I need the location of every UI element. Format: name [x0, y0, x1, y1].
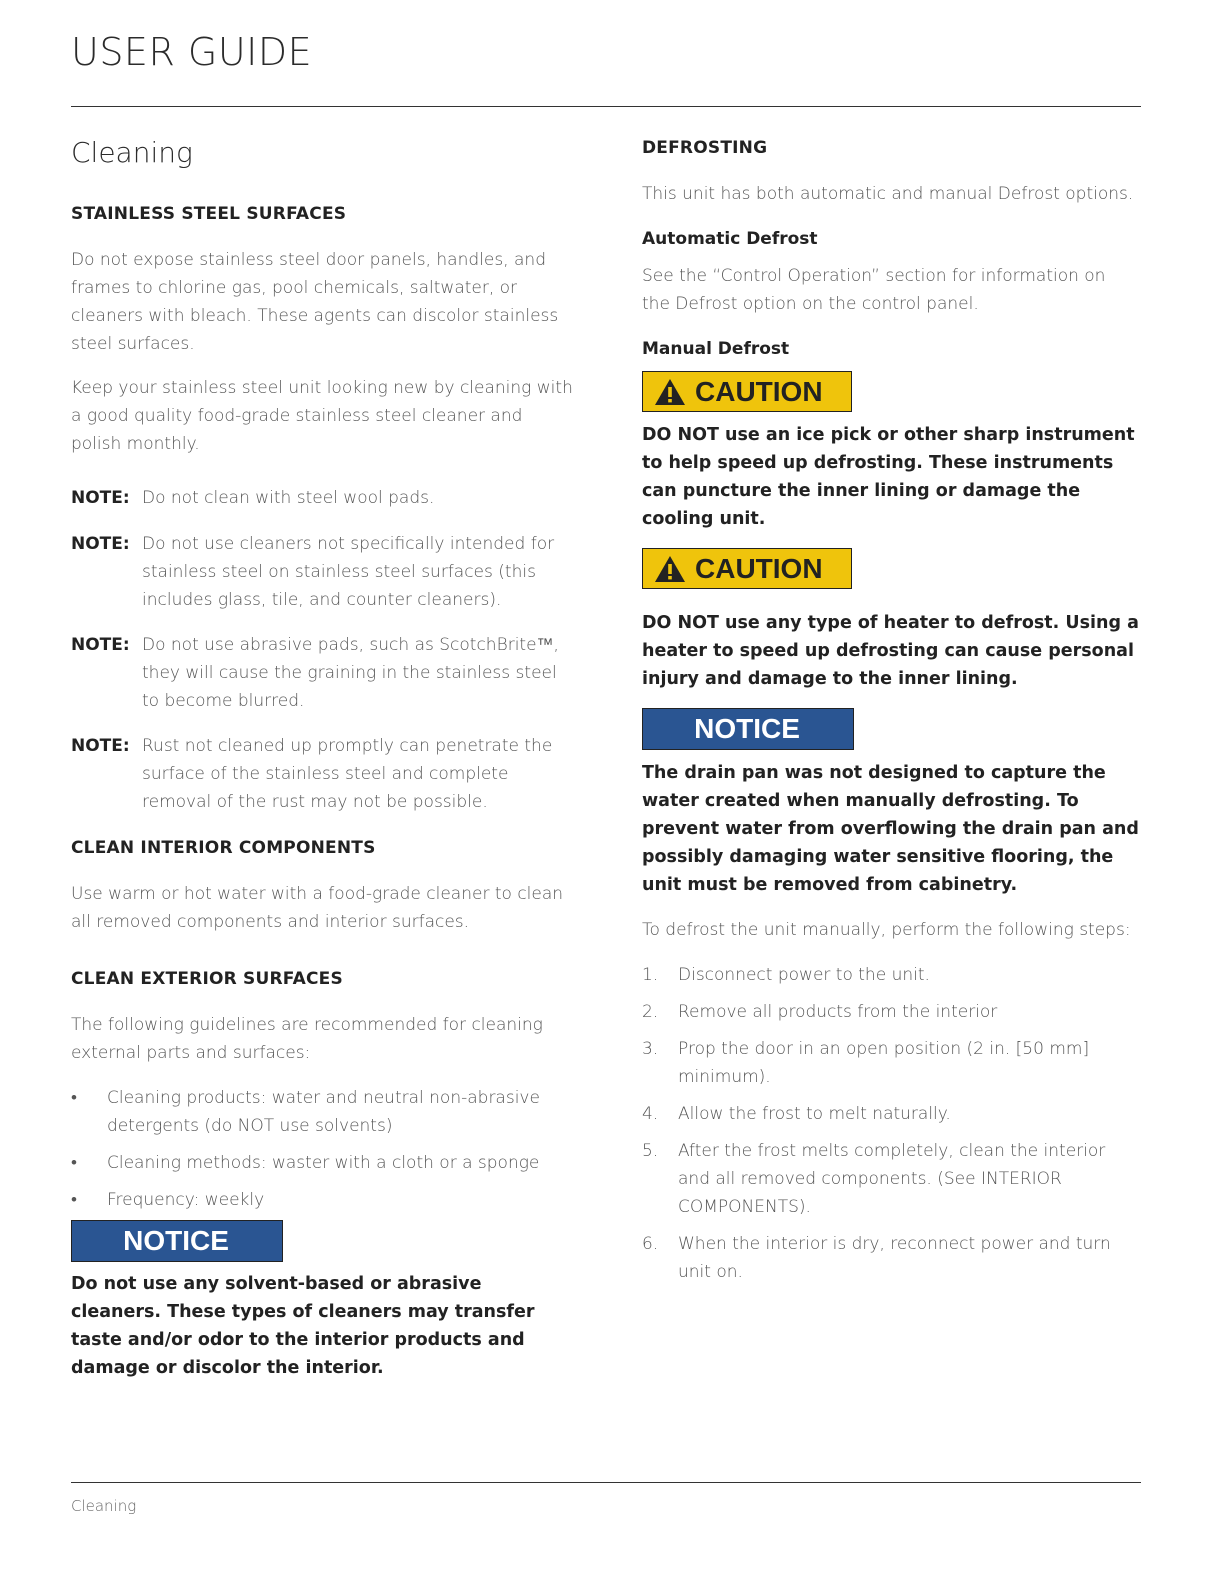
automatic-defrost-text: See the “Control Operation” section for information on the Defrost option on the control panel.	[642, 266, 1106, 314]
section-title: Cleaning	[71, 136, 193, 169]
list-item: • Frequency: weekly	[71, 1190, 265, 1210]
note-text: Rust not cleaned up promptly can penetrate the surface of the stainless steel and complete removal of the rust may not be possible.	[142, 736, 553, 812]
note-text: Do not clean with steel wool pads.	[142, 488, 435, 508]
header-divider	[71, 106, 1141, 107]
list-item: 2. Remove all products from the interior	[642, 1002, 998, 1022]
exterior-guidelines-list	[71, 1084, 576, 1223]
interior-heading: CLEAN INTERIOR COMPONENTS	[71, 838, 376, 858]
list-item: • Cleaning methods: waster with a cloth or a sponge	[71, 1153, 540, 1173]
note-item	[71, 631, 576, 715]
caution-label: CAUTION	[695, 552, 823, 584]
manual-defrost-heading: Manual Defrost	[642, 339, 790, 359]
notice-badge	[71, 1220, 283, 1262]
list-item: 4. Allow the frost to melt naturally.	[642, 1104, 951, 1124]
caution-text: DO NOT use any type of heater to defrost. Using a heater to speed up defrosting can cause personal injury and damage to the inner lining.	[642, 613, 1139, 689]
notice-label: NOTICE	[694, 713, 800, 744]
list-item: 5. After the frost melts completely, clean the interior and all removed components. (See INTERIOR COMPONENTS).	[642, 1141, 1106, 1217]
note-label: NOTE:	[71, 488, 130, 508]
notice-text: The drain pan was not designed to capture the water created when manually defrosting. To prevent water from overflowing the drain pan and possibly damaging water sensitive flooring, the unit must be removed from cabinetry.	[642, 763, 1139, 895]
footer-divider	[71, 1482, 1141, 1483]
warning-triangle-icon	[654, 378, 686, 406]
warning-triangle-icon	[654, 555, 686, 583]
automatic-defrost-heading: Automatic Defrost	[642, 229, 818, 249]
list-item: 3. Prop the door in an open position (2 in. [50 mm] minimum).	[642, 1039, 1090, 1087]
caution-badge	[642, 371, 852, 412]
list-item: • Cleaning products: water and neutral non-abrasive detergents (do NOT use solvents)	[71, 1088, 540, 1136]
note-item	[71, 732, 576, 816]
note-label: NOTE:	[71, 534, 130, 554]
exterior-heading: CLEAN EXTERIOR SURFACES	[71, 969, 343, 989]
note-text: Do not use cleaners not specifically intended for stainless steel on stainless steel surfaces (this includes glass, tile, and counter cleaners).	[142, 534, 555, 610]
caution-badge	[642, 548, 852, 589]
notice-text: Do not use any solvent-based or abrasive cleaners. These types of cleaners may transfer taste and/or odor to the interior products and damage or discolor the interior.	[71, 1274, 535, 1378]
page-header-title: USER GUIDE	[71, 30, 313, 74]
note-text: Do not use abrasive pads, such as ScotchBrite™, they will cause the graining in the stainless steel to become blurred.	[142, 635, 559, 711]
footer-label: Cleaning	[71, 1497, 137, 1515]
exterior-text: The following guidelines are recommended for cleaning external parts and surfaces:	[71, 1015, 543, 1063]
interior-text: Use warm or hot water with a food-grade cleaner to clean all removed components and interior surfaces.	[71, 884, 564, 932]
note-item	[71, 530, 576, 614]
notice-badge	[642, 708, 854, 750]
note-label: NOTE:	[71, 635, 130, 655]
stainless-heading: STAINLESS STEEL SURFACES	[71, 204, 347, 224]
defrosting-intro: This unit has both automatic and manual Defrost options.	[642, 184, 1134, 204]
stainless-para-2: Keep your stainless steel unit looking new by cleaning with a good quality food-grade stainless steel cleaner and polish monthly.	[71, 378, 573, 454]
steps-intro: To defrost the unit manually, perform the following steps:	[642, 920, 1131, 940]
note-label: NOTE:	[71, 736, 130, 756]
defrost-steps-list	[642, 961, 1112, 1295]
list-item: 1. Disconnect power to the unit.	[642, 965, 930, 985]
defrosting-heading: DEFROSTING	[642, 138, 768, 158]
stainless-para-1: Do not expose stainless steel door panels, handles, and frames to chlorine gas, pool chemicals, saltwater, or cleaners with bleach. These agents can discolor stainless steel surfaces.	[71, 250, 559, 354]
list-item: 6. When the interior is dry, reconnect power and turn unit on.	[642, 1234, 1111, 1282]
notice-label: NOTICE	[123, 1225, 229, 1256]
caution-label: CAUTION	[695, 375, 823, 407]
caution-text: DO NOT use an ice pick or other sharp instrument to help speed up defrosting. These instruments can puncture the inner lining or damage the cooling unit.	[642, 425, 1135, 529]
note-item	[71, 484, 576, 512]
